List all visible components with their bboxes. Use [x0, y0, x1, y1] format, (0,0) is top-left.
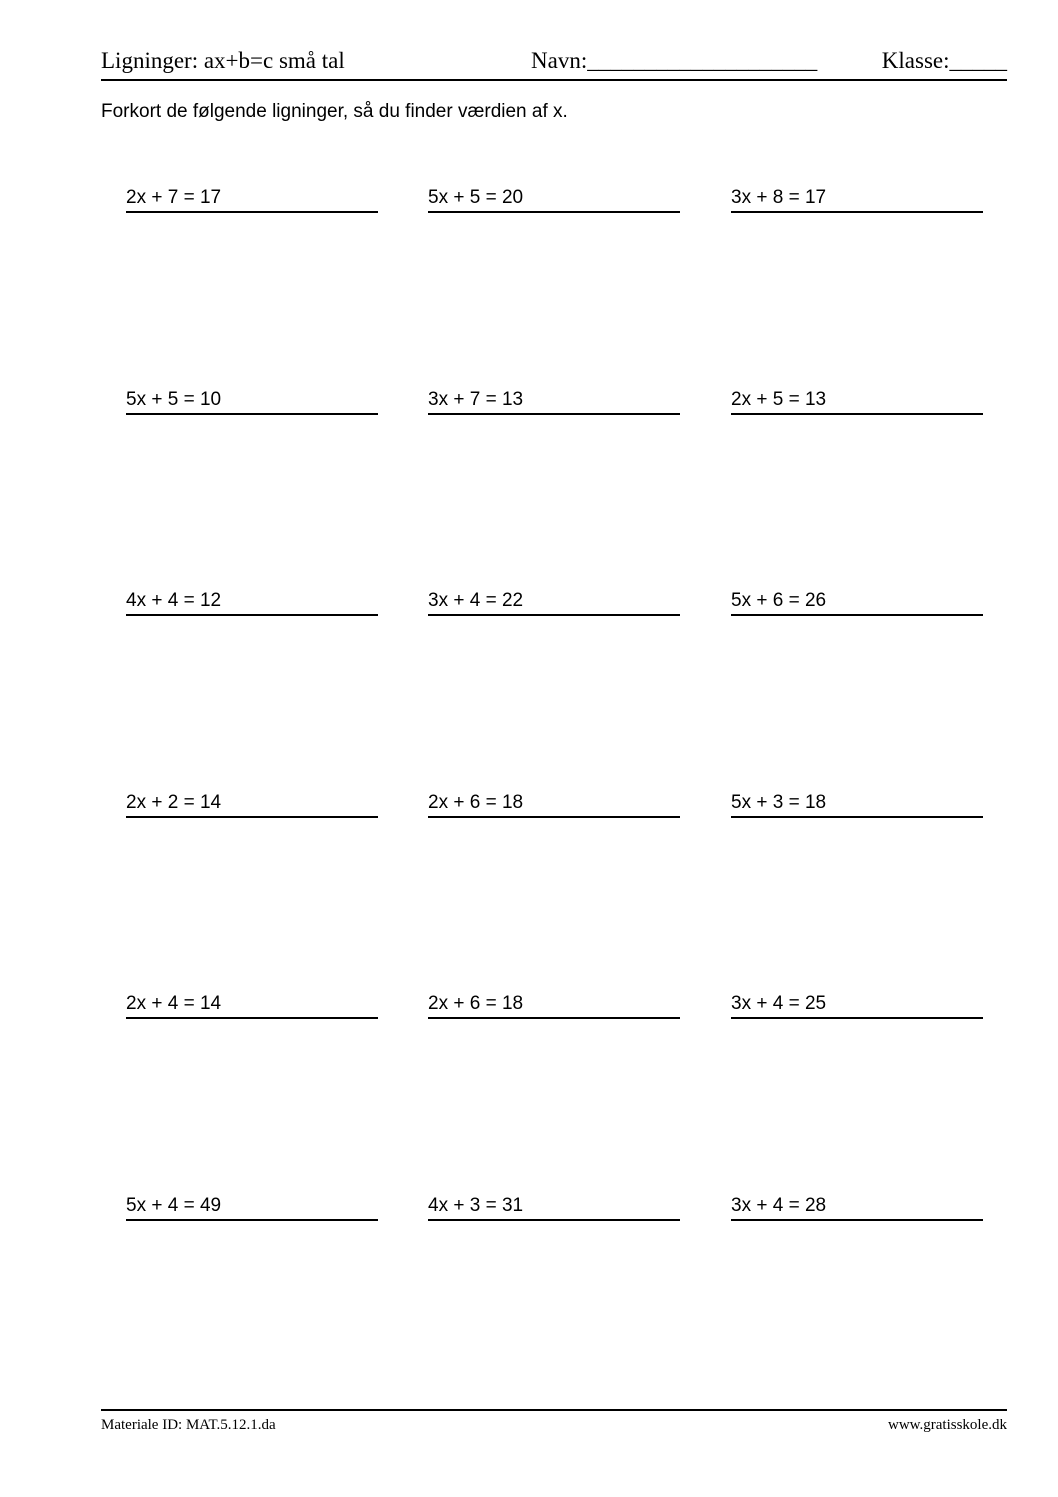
problem-item: [428, 185, 680, 215]
answer-line: [731, 1017, 983, 1019]
header-divider: [101, 79, 1007, 81]
equation: 5x + 6 = 26: [731, 590, 827, 611]
worksheet-title: Ligninger: ax+b=c små tal: [101, 48, 345, 73]
equation: 2x + 2 = 14: [126, 792, 222, 813]
problem-item: [731, 790, 983, 820]
answer-line: [731, 614, 983, 616]
problem-item: [731, 991, 983, 1021]
problem-item: [126, 185, 378, 215]
equation: 2x + 6 = 18: [428, 993, 524, 1014]
equation: 2x + 7 = 17: [126, 187, 222, 208]
problem-item: [428, 991, 680, 1021]
equation: 3x + 4 = 22: [428, 590, 524, 611]
equation: 4x + 3 = 31: [428, 1195, 524, 1216]
answer-line: [428, 816, 680, 818]
problem-item: [126, 387, 378, 417]
answer-line: [126, 413, 378, 415]
equation: 3x + 4 = 28: [731, 1195, 827, 1216]
problem-item: [428, 1193, 680, 1223]
answer-line: [126, 1219, 378, 1221]
problem-item: [428, 790, 680, 820]
problem-item: [126, 991, 378, 1021]
problem-item: [428, 588, 680, 618]
answer-line: [731, 1219, 983, 1221]
answer-line: [428, 211, 680, 213]
equation: 5x + 5 = 10: [126, 389, 222, 410]
name-field: Navn:____________________: [531, 48, 818, 73]
problem-item: [126, 790, 378, 820]
equation: 4x + 4 = 12: [126, 590, 222, 611]
problem-item: [731, 387, 983, 417]
answer-line: [731, 816, 983, 818]
answer-line: [126, 614, 378, 616]
answer-line: [428, 1017, 680, 1019]
problem-item: [428, 387, 680, 417]
answer-line: [126, 816, 378, 818]
problem-grid: [126, 185, 983, 1225]
worksheet-header: [101, 46, 1007, 76]
equation: 3x + 8 = 17: [731, 187, 827, 208]
problem-item: [126, 588, 378, 618]
answer-line: [731, 413, 983, 415]
footer-divider: [101, 1409, 1007, 1411]
equation: 2x + 4 = 14: [126, 993, 222, 1014]
answer-line: [126, 1017, 378, 1019]
answer-line: [428, 614, 680, 616]
answer-line: [428, 1219, 680, 1221]
equation: 5x + 3 = 18: [731, 792, 827, 813]
equation: 2x + 5 = 13: [731, 389, 827, 410]
instruction-text: Forkort de følgende ligninger, så du finder værdien af x.: [101, 101, 568, 122]
website-link: www.gratisskole.dk: [887, 1417, 1007, 1433]
answer-line: [731, 211, 983, 213]
equation: 3x + 4 = 25: [731, 993, 827, 1014]
material-id: Materiale ID: MAT.5.12.1.da: [101, 1417, 276, 1433]
equation: 2x + 6 = 18: [428, 792, 524, 813]
problem-item: [731, 1193, 983, 1223]
problem-item: [731, 185, 983, 215]
equation: 5x + 5 = 20: [428, 187, 524, 208]
answer-line: [428, 413, 680, 415]
equation: 3x + 7 = 13: [428, 389, 524, 410]
class-field: Klasse:_____: [881, 48, 1007, 73]
equation: 5x + 4 = 49: [126, 1195, 222, 1216]
answer-line: [126, 211, 378, 213]
problem-item: [126, 1193, 378, 1223]
problem-item: [731, 588, 983, 618]
